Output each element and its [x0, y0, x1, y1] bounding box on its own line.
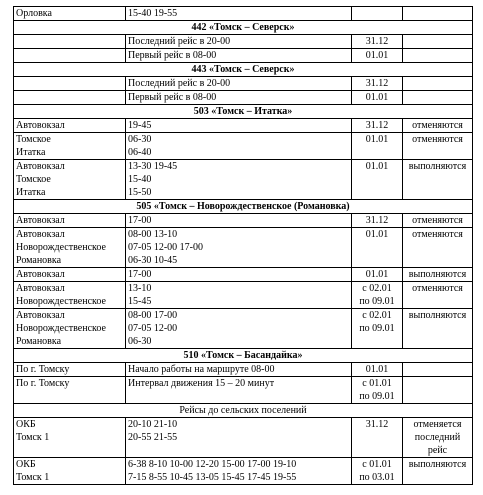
- status-cell: отменяются: [403, 228, 473, 268]
- times-cell: Последний рейс в 20-00: [126, 35, 352, 49]
- stop-cell: [14, 91, 126, 105]
- status-cell: [403, 91, 473, 105]
- status-cell: выполняются: [403, 309, 473, 349]
- date-cell: 31.12: [352, 418, 403, 458]
- route-header: 505 «Томск – Новорождественское (Романовка): [14, 200, 473, 214]
- status-cell: отменяются: [403, 214, 473, 228]
- route-header: 503 «Томск – Итатка»: [14, 105, 473, 119]
- date-cell: с 01.01 по 09.01: [352, 377, 403, 404]
- date-cell: с 01.01 по 03.01: [352, 458, 403, 485]
- date-cell: 31.12: [352, 119, 403, 133]
- date-cell: 01.01: [352, 133, 403, 160]
- date-cell: 31.12: [352, 214, 403, 228]
- date-cell: 01.01: [352, 160, 403, 200]
- table-row: [14, 119, 473, 133]
- status-cell: отменяется последний рейс: [403, 418, 473, 458]
- table-row: [14, 35, 473, 49]
- table-row: [14, 282, 473, 309]
- stop-cell: Автовокзал Новорождественское: [14, 282, 126, 309]
- status-cell: выполняются: [403, 160, 473, 200]
- table-row: [14, 77, 473, 91]
- times-cell: Начало работы на маршруте 08-00: [126, 363, 352, 377]
- date-cell: 01.01: [352, 49, 403, 63]
- route-header-row: [14, 200, 473, 214]
- route-header-row: [14, 105, 473, 119]
- times-cell: Интервал движения 15 – 20 минут: [126, 377, 352, 404]
- times-cell: 17-00: [126, 268, 352, 282]
- date-cell: 31.12: [352, 35, 403, 49]
- stop-cell: [14, 49, 126, 63]
- stop-cell: ОКБ Томск 1: [14, 458, 126, 485]
- stop-cell: Автовокзал Новорождественское Романовка: [14, 309, 126, 349]
- times-cell: 6-38 8-10 10-00 12-20 15-00 17-00 19-10 7-15 8-55 10-45 13-05 15-45 17-45 19-55: [126, 458, 352, 485]
- table-row: [14, 309, 473, 349]
- times-cell: 17-00: [126, 214, 352, 228]
- table-row: [14, 133, 473, 160]
- stop-cell: Автовокзал: [14, 119, 126, 133]
- table-row: [14, 377, 473, 404]
- date-cell: 31.12: [352, 77, 403, 91]
- times-cell: 19-45: [126, 119, 352, 133]
- table-row: [14, 7, 473, 21]
- route-header-row: [14, 63, 473, 77]
- status-cell: [403, 377, 473, 404]
- status-cell: [403, 363, 473, 377]
- stop-cell: [14, 35, 126, 49]
- schedule-body: [14, 7, 473, 485]
- stop-cell: Орловка: [14, 7, 126, 21]
- status-cell: выполняются: [403, 458, 473, 485]
- table-row: [14, 363, 473, 377]
- stop-cell: По г. Томску: [14, 363, 126, 377]
- section-header: Рейсы до сельских поселений: [14, 404, 473, 418]
- route-header-row: [14, 349, 473, 363]
- route-header: 442 «Томск – Северск»: [14, 21, 473, 35]
- stop-cell: Автовокзал Новорождественское Романовка: [14, 228, 126, 268]
- status-cell: отменяются: [403, 133, 473, 160]
- date-cell: 01.01: [352, 363, 403, 377]
- times-cell: 08-00 13-10 07-05 12-00 17-00 06-30 10-45: [126, 228, 352, 268]
- stop-cell: По г. Томску: [14, 377, 126, 404]
- times-cell: 13-30 19-45 15-40 15-50: [126, 160, 352, 200]
- stop-cell: Автовокзал: [14, 214, 126, 228]
- status-cell: [403, 49, 473, 63]
- route-header: 443 «Томск – Северск»: [14, 63, 473, 77]
- date-cell: 01.01: [352, 268, 403, 282]
- route-header-row: [14, 21, 473, 35]
- status-cell: отменяются: [403, 282, 473, 309]
- table-row: [14, 268, 473, 282]
- table-row: [14, 91, 473, 105]
- table-row: [14, 49, 473, 63]
- section-header-row: [14, 404, 473, 418]
- table-row: [14, 458, 473, 485]
- stop-cell: Автовокзал: [14, 268, 126, 282]
- stop-cell: [14, 77, 126, 91]
- stop-cell: ОКБ Томск 1: [14, 418, 126, 458]
- times-cell: 06-30 06-40: [126, 133, 352, 160]
- times-cell: 15-40 19-55: [126, 7, 352, 21]
- table-row: [14, 214, 473, 228]
- times-cell: 13-10 15-45: [126, 282, 352, 309]
- status-cell: отменяются: [403, 119, 473, 133]
- table-row: [14, 228, 473, 268]
- table-row: [14, 160, 473, 200]
- status-cell: [403, 77, 473, 91]
- date-cell: 01.01: [352, 228, 403, 268]
- route-header: 510 «Томск – Басандайка»: [14, 349, 473, 363]
- times-cell: 20-10 21-10 20-55 21-55: [126, 418, 352, 458]
- date-cell: [352, 7, 403, 21]
- times-cell: Первый рейс в 08-00: [126, 91, 352, 105]
- status-cell: выполняются: [403, 268, 473, 282]
- status-cell: [403, 7, 473, 21]
- table-row: [14, 418, 473, 458]
- stop-cell: Томское Итатка: [14, 133, 126, 160]
- times-cell: 08-00 17-00 07-05 12-00 06-30: [126, 309, 352, 349]
- stop-cell: Автовокзал Томское Итатка: [14, 160, 126, 200]
- status-cell: [403, 35, 473, 49]
- date-cell: с 02.01 по 09.01: [352, 282, 403, 309]
- schedule-table: [13, 6, 473, 485]
- date-cell: 01.01: [352, 91, 403, 105]
- times-cell: Последний рейс в 20-00: [126, 77, 352, 91]
- date-cell: с 02.01 по 09.01: [352, 309, 403, 349]
- times-cell: Первый рейс в 08-00: [126, 49, 352, 63]
